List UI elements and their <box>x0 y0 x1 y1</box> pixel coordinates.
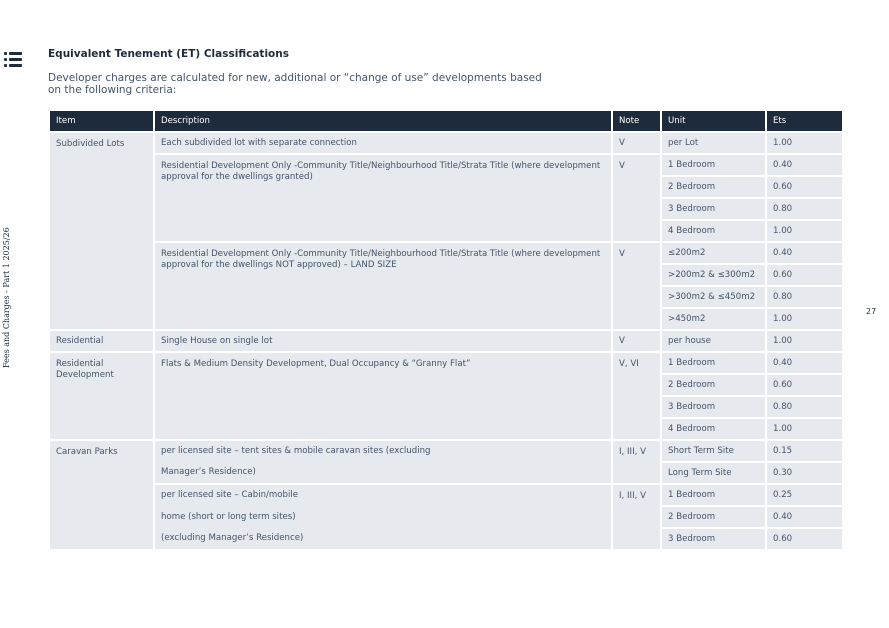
intro-text: Developer charges are calculated for new, additional or “change of use” developments based on the following criteria: <box>48 72 542 96</box>
table-row <box>49 330 843 352</box>
ets-cell: 0.40 <box>766 506 843 528</box>
unit-cell: >450m2 <box>661 308 766 330</box>
header-note: Note <box>612 110 661 132</box>
ets-cell: 1.00 <box>766 132 843 154</box>
unit-cell: >200m2 & ≤300m2 <box>661 264 766 286</box>
description-cell: Manager’s Residence) <box>154 462 612 484</box>
unit-cell: 1 Bedroom <box>661 484 766 506</box>
ets-cell: 1.00 <box>766 330 843 352</box>
note-cell: V, VI <box>612 352 661 440</box>
unit-cell: >300m2 & ≤450m2 <box>661 286 766 308</box>
page-title: Equivalent Tenement (ET) Classifications <box>48 48 289 60</box>
ets-cell: 0.60 <box>766 176 843 198</box>
unit-cell: ≤200m2 <box>661 242 766 264</box>
table-row <box>49 462 843 484</box>
description-cell: Single House on single lot <box>154 330 612 352</box>
description-cell: per licensed site – Cabin/mobile <box>154 484 612 506</box>
table-row <box>49 440 843 462</box>
note-cell: I, III, V <box>612 440 661 484</box>
table-header-row <box>49 110 843 132</box>
description-cell: Flats & Medium Density Development, Dual Occupancy & “Granny Flat” <box>154 352 612 440</box>
ets-cell: 0.80 <box>766 396 843 418</box>
ets-cell: 0.15 <box>766 440 843 462</box>
item-cell: Residential <box>49 330 154 352</box>
unit-cell: 4 Bedroom <box>661 418 766 440</box>
unit-cell: 3 Bedroom <box>661 198 766 220</box>
table-row <box>49 154 843 176</box>
ets-cell: 0.40 <box>766 154 843 176</box>
item-cell: Subdivided Lots <box>49 132 154 330</box>
description-cell: per licensed site – tent sites & mobile caravan sites (excluding <box>154 440 612 462</box>
header-ets: Ets <box>766 110 843 132</box>
item-cell: Residential Development <box>49 352 154 440</box>
unit-cell: 3 Bedroom <box>661 396 766 418</box>
unit-cell: per Lot <box>661 132 766 154</box>
unit-cell: 1 Bedroom <box>661 352 766 374</box>
ets-cell: 0.60 <box>766 374 843 396</box>
table-row <box>49 484 843 506</box>
note-cell: V <box>612 132 661 154</box>
note-cell: V <box>612 154 661 242</box>
ets-cell: 1.00 <box>766 220 843 242</box>
menu-icon[interactable] <box>4 52 22 68</box>
table-row <box>49 528 843 550</box>
et-classification-table <box>48 109 844 551</box>
description-cell: Each subdivided lot with separate connection <box>154 132 612 154</box>
description-cell: Residential Development Only -Community Title/Neighbourhood Title/Strata Title (where development approval for the dwellings granted) <box>154 154 612 242</box>
page-number: 27 <box>866 307 877 316</box>
unit-cell: per house <box>661 330 766 352</box>
unit-cell: Short Term Site <box>661 440 766 462</box>
note-cell: V <box>612 242 661 330</box>
unit-cell: 4 Bedroom <box>661 220 766 242</box>
header-item: Item <box>49 110 154 132</box>
description-cell: (excluding Manager’s Residence) <box>154 528 612 550</box>
table-row <box>49 242 843 264</box>
unit-cell: Long Term Site <box>661 462 766 484</box>
header-unit: Unit <box>661 110 766 132</box>
ets-cell: 0.30 <box>766 462 843 484</box>
ets-cell: 0.80 <box>766 198 843 220</box>
unit-cell: 2 Bedroom <box>661 506 766 528</box>
ets-cell: 0.40 <box>766 242 843 264</box>
running-header: Fees and Charges - Part 1 2025/26 <box>2 227 11 368</box>
note-cell: I, III, V <box>612 484 661 550</box>
unit-cell: 1 Bedroom <box>661 154 766 176</box>
ets-cell: 0.60 <box>766 264 843 286</box>
unit-cell: 3 Bedroom <box>661 528 766 550</box>
item-cell: Caravan Parks <box>49 440 154 550</box>
ets-cell: 1.00 <box>766 418 843 440</box>
header-description: Description <box>154 110 612 132</box>
unit-cell: 2 Bedroom <box>661 176 766 198</box>
unit-cell: 2 Bedroom <box>661 374 766 396</box>
ets-cell: 0.80 <box>766 286 843 308</box>
note-cell: V <box>612 330 661 352</box>
ets-cell: 0.40 <box>766 352 843 374</box>
ets-cell: 0.60 <box>766 528 843 550</box>
ets-cell: 0.25 <box>766 484 843 506</box>
table-row <box>49 352 843 374</box>
description-cell: Residential Development Only -Community Title/Neighbourhood Title/Strata Title (where development approval for the dwellings NOT approved) – LAND SIZE <box>154 242 612 330</box>
ets-cell: 1.00 <box>766 308 843 330</box>
table-row <box>49 132 843 154</box>
table-row <box>49 506 843 528</box>
description-cell: home (short or long term sites) <box>154 506 612 528</box>
